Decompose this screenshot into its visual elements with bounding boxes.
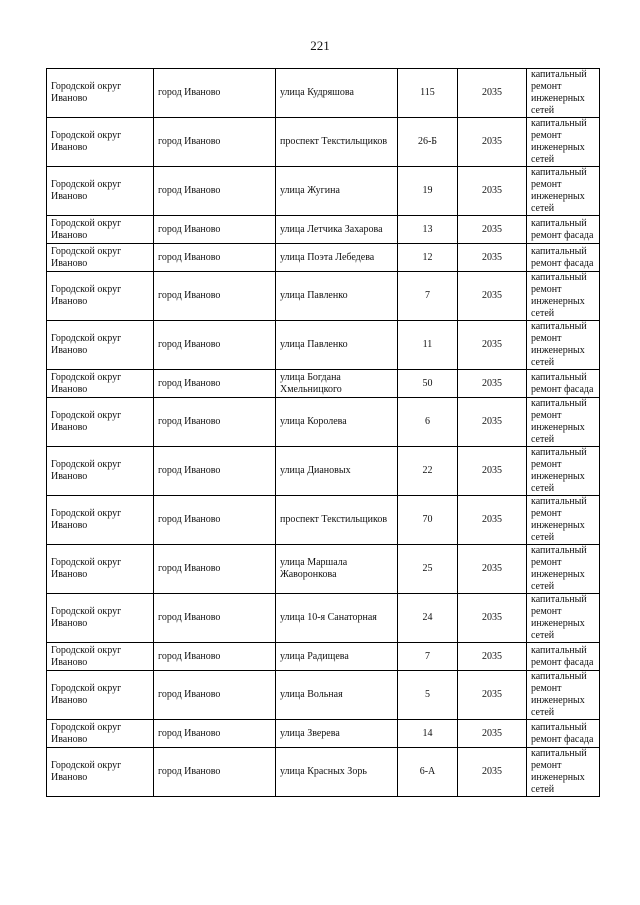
city-cell: город Иваново <box>154 167 276 216</box>
street-cell: улица Кудряшова <box>276 69 398 118</box>
year-cell: 2035 <box>458 748 527 797</box>
street-cell: улица Диановых <box>276 447 398 496</box>
city-cell: город Иваново <box>154 272 276 321</box>
street-cell: проспект Текстильщиков <box>276 496 398 545</box>
table-row <box>47 272 600 321</box>
table-row <box>47 748 600 797</box>
table-row <box>47 496 600 545</box>
city-cell: город Иваново <box>154 496 276 545</box>
work-type-cell: капитальный ремонт фасада <box>527 216 600 244</box>
year-cell: 2035 <box>458 167 527 216</box>
municipality-cell: Городской округ Иваново <box>47 447 154 496</box>
table-row <box>47 545 600 594</box>
work-type-cell: капитальный ремонт инженерных сетей <box>527 496 600 545</box>
work-type-cell: капитальный ремонт инженерных сетей <box>527 594 600 643</box>
table-row <box>47 244 600 272</box>
municipality-cell: Городской округ Иваново <box>47 69 154 118</box>
house-number-cell: 24 <box>398 594 458 643</box>
year-cell: 2035 <box>458 216 527 244</box>
city-cell: город Иваново <box>154 216 276 244</box>
repair-schedule-table <box>46 68 600 797</box>
house-number-cell: 14 <box>398 720 458 748</box>
municipality-cell: Городской округ Иваново <box>47 244 154 272</box>
page-number: 221 <box>310 38 330 53</box>
table-row <box>47 370 600 398</box>
table-body <box>47 69 600 797</box>
city-cell: город Иваново <box>154 720 276 748</box>
city-cell: город Иваново <box>154 594 276 643</box>
work-type-cell: капитальный ремонт инженерных сетей <box>527 748 600 797</box>
year-cell: 2035 <box>458 720 527 748</box>
year-cell: 2035 <box>458 370 527 398</box>
municipality-cell: Городской округ Иваново <box>47 671 154 720</box>
house-number-cell: 70 <box>398 496 458 545</box>
municipality-cell: Городской округ Иваново <box>47 496 154 545</box>
city-cell: город Иваново <box>154 370 276 398</box>
work-type-cell: капитальный ремонт инженерных сетей <box>527 272 600 321</box>
house-number-cell: 13 <box>398 216 458 244</box>
year-cell: 2035 <box>458 244 527 272</box>
city-cell: город Иваново <box>154 244 276 272</box>
year-cell: 2035 <box>458 398 527 447</box>
house-number-cell: 22 <box>398 447 458 496</box>
street-cell: улица Павленко <box>276 321 398 370</box>
work-type-cell: капитальный ремонт инженерных сетей <box>527 321 600 370</box>
city-cell: город Иваново <box>154 69 276 118</box>
work-type-cell: капитальный ремонт фасада <box>527 720 600 748</box>
city-cell: город Иваново <box>154 748 276 797</box>
house-number-cell: 25 <box>398 545 458 594</box>
street-cell: улица Богдана Хмельницкого <box>276 370 398 398</box>
year-cell: 2035 <box>458 118 527 167</box>
year-cell: 2035 <box>458 671 527 720</box>
house-number-cell: 6-А <box>398 748 458 797</box>
work-type-cell: капитальный ремонт инженерных сетей <box>527 167 600 216</box>
city-cell: город Иваново <box>154 398 276 447</box>
municipality-cell: Городской округ Иваново <box>47 167 154 216</box>
house-number-cell: 6 <box>398 398 458 447</box>
work-type-cell: капитальный ремонт фасада <box>527 244 600 272</box>
year-cell: 2035 <box>458 545 527 594</box>
work-type-cell: капитальный ремонт инженерных сетей <box>527 118 600 167</box>
table-row <box>47 118 600 167</box>
street-cell: улица Радищева <box>276 643 398 671</box>
work-type-cell: капитальный ремонт инженерных сетей <box>527 545 600 594</box>
house-number-cell: 26-Б <box>398 118 458 167</box>
house-number-cell: 12 <box>398 244 458 272</box>
table-row <box>47 643 600 671</box>
table-row <box>47 720 600 748</box>
table-row <box>47 594 600 643</box>
table-row <box>47 321 600 370</box>
city-cell: город Иваново <box>154 671 276 720</box>
work-type-cell: капитальный ремонт инженерных сетей <box>527 69 600 118</box>
street-cell: улица Маршала Жаворонкова <box>276 545 398 594</box>
municipality-cell: Городской округ Иваново <box>47 748 154 797</box>
municipality-cell: Городской округ Иваново <box>47 321 154 370</box>
house-number-cell: 7 <box>398 272 458 321</box>
year-cell: 2035 <box>458 447 527 496</box>
street-cell: улица Павленко <box>276 272 398 321</box>
table-row <box>47 167 600 216</box>
work-type-cell: капитальный ремонт инженерных сетей <box>527 398 600 447</box>
table-row <box>47 216 600 244</box>
municipality-cell: Городской округ Иваново <box>47 594 154 643</box>
municipality-cell: Городской округ Иваново <box>47 370 154 398</box>
municipality-cell: Городской округ Иваново <box>47 398 154 447</box>
street-cell: улица Поэта Лебедева <box>276 244 398 272</box>
municipality-cell: Городской округ Иваново <box>47 272 154 321</box>
city-cell: город Иваново <box>154 545 276 594</box>
street-cell: улица Красных Зорь <box>276 748 398 797</box>
work-type-cell: капитальный ремонт фасада <box>527 370 600 398</box>
municipality-cell: Городской округ Иваново <box>47 118 154 167</box>
street-cell: улица Королева <box>276 398 398 447</box>
municipality-cell: Городской округ Иваново <box>47 216 154 244</box>
house-number-cell: 5 <box>398 671 458 720</box>
street-cell: улица Жугина <box>276 167 398 216</box>
municipality-cell: Городской округ Иваново <box>47 643 154 671</box>
city-cell: город Иваново <box>154 447 276 496</box>
municipality-cell: Городской округ Иваново <box>47 720 154 748</box>
city-cell: город Иваново <box>154 643 276 671</box>
table-row <box>47 398 600 447</box>
municipality-cell: Городской округ Иваново <box>47 545 154 594</box>
year-cell: 2035 <box>458 321 527 370</box>
year-cell: 2035 <box>458 272 527 321</box>
year-cell: 2035 <box>458 496 527 545</box>
house-number-cell: 11 <box>398 321 458 370</box>
work-type-cell: капитальный ремонт инженерных сетей <box>527 671 600 720</box>
street-cell: улица Летчика Захарова <box>276 216 398 244</box>
year-cell: 2035 <box>458 69 527 118</box>
house-number-cell: 115 <box>398 69 458 118</box>
street-cell: улица 10-я Санаторная <box>276 594 398 643</box>
house-number-cell: 19 <box>398 167 458 216</box>
table-row <box>47 447 600 496</box>
table-row <box>47 671 600 720</box>
house-number-cell: 7 <box>398 643 458 671</box>
year-cell: 2035 <box>458 594 527 643</box>
city-cell: город Иваново <box>154 118 276 167</box>
year-cell: 2035 <box>458 643 527 671</box>
street-cell: проспект Текстильщиков <box>276 118 398 167</box>
street-cell: улица Вольная <box>276 671 398 720</box>
street-cell: улица Зверева <box>276 720 398 748</box>
work-type-cell: капитальный ремонт инженерных сетей <box>527 447 600 496</box>
house-number-cell: 50 <box>398 370 458 398</box>
city-cell: город Иваново <box>154 321 276 370</box>
work-type-cell: капитальный ремонт фасада <box>527 643 600 671</box>
table-row <box>47 69 600 118</box>
